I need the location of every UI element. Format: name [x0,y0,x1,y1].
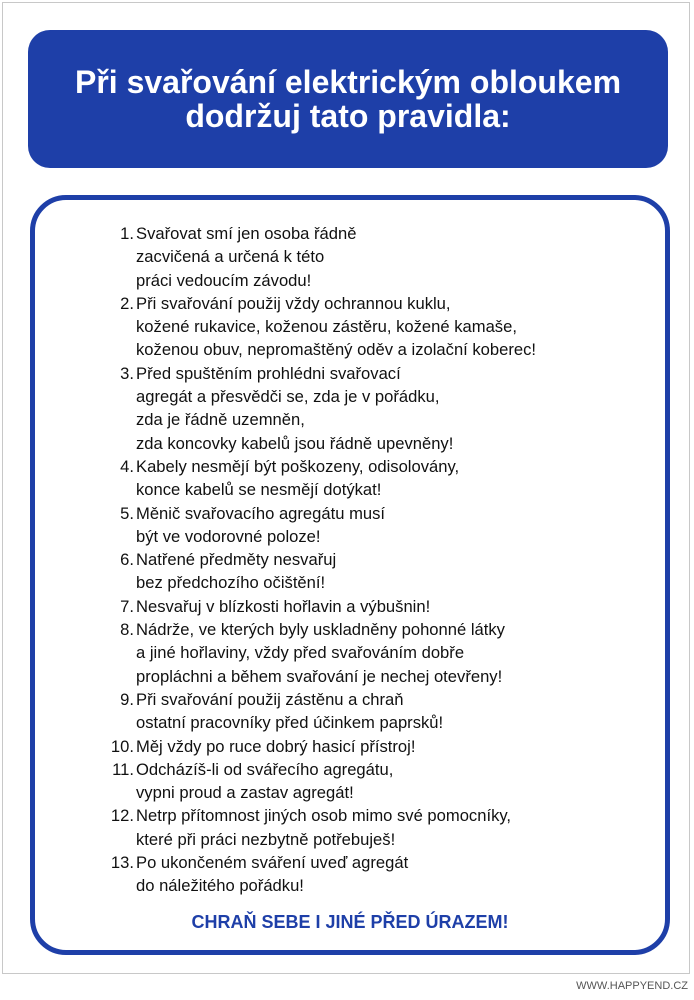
rule-item [105,222,536,292]
rule-text: Netrp přítomnost jiných osob mimo své pomocníky, které při práci nezbytně potřebuješ! [136,806,512,849]
rule-item [105,735,536,758]
rule-number: 10. [110,736,134,756]
rule-number: 3. [120,363,134,383]
rule-text: Odcházíš-li od svářecího agregátu, vypni proud a zastav agregát! [136,759,394,803]
rule-item [105,851,536,898]
rule-item [105,595,536,618]
rules-list [105,222,536,898]
rule-number: 12. [110,806,134,826]
rule-number: 7. [120,596,134,616]
rule-text: Při svařování použij vždy ochrannou kuklu, kožené rukavice, koženou zástěru, kožené kamaše, koženou obuv, nepromaštěný oděv a izolační koberec! [136,293,537,360]
header-banner [28,30,668,168]
rule-text: Měnič svařovacího agregátu musí být ve vodorovné poloze! [136,503,386,546]
rule-text: Svařovat smí jen osoba řádně zacvičená a určená k této práci vedoucím závodu! [136,224,357,290]
rule-text: Natřené předměty nesvařuj bez předchozího očištění! [136,550,337,593]
rule-item [105,618,536,688]
page-title: Při svařování elektrickým obloukem dodržuj tato pravidla: [74,64,622,134]
rule-number: 6. [120,550,134,570]
rule-item [105,455,536,502]
rule-number: 4. [120,456,134,476]
rule-item [105,292,536,362]
rule-text: Měj vždy po ruce dobrý hasicí přístroj! [136,736,416,756]
rule-number: 13. [110,853,134,873]
rule-text: Kabely nesmějí být poškozeny, odisolovány, konce kabelů se nesmějí dotýkat! [136,456,460,500]
rule-text: Před spuštěním prohlédni svařovací agregát a přesvědči se, zda je v pořádku, zda je řádně uzemněn, zda koncovky kabelů jsou řádně upevněny! [136,363,454,453]
rule-number: 1. [120,224,134,243]
rule-item [105,362,536,455]
rule-text: Nádrže, ve kterých byly uskladněny pohonné látky a jiné hořlaviny, vždy před svařováním dobře propláchni a během svařování je nechej otevřeny! [136,620,505,686]
rule-item [105,758,536,805]
rule-number: 9. [120,689,134,709]
rule-item [105,502,536,549]
safety-slogan: CHRAŇ SEBE I JINÉ PŘED ÚRAZEM! [191,912,509,932]
rule-item [105,548,536,595]
rule-text: Nesvařuj v blízkosti hořlavin a výbušnin! [136,596,431,616]
rule-number: 2. [120,293,134,313]
rule-text: Při svařování použij zástěnu a chraň ostatní pracovníky před účinkem paprsků! [136,689,444,733]
website-url: WWW.HAPPYEND.CZ [576,980,688,992]
rule-text: Po ukončeném sváření uveď agregát do náležitého pořádku! [136,853,409,896]
rule-number: 11. [112,759,134,779]
rule-item [105,688,536,735]
rule-item [105,804,536,851]
rule-number: 5. [120,503,134,523]
rule-number: 8. [120,620,134,640]
